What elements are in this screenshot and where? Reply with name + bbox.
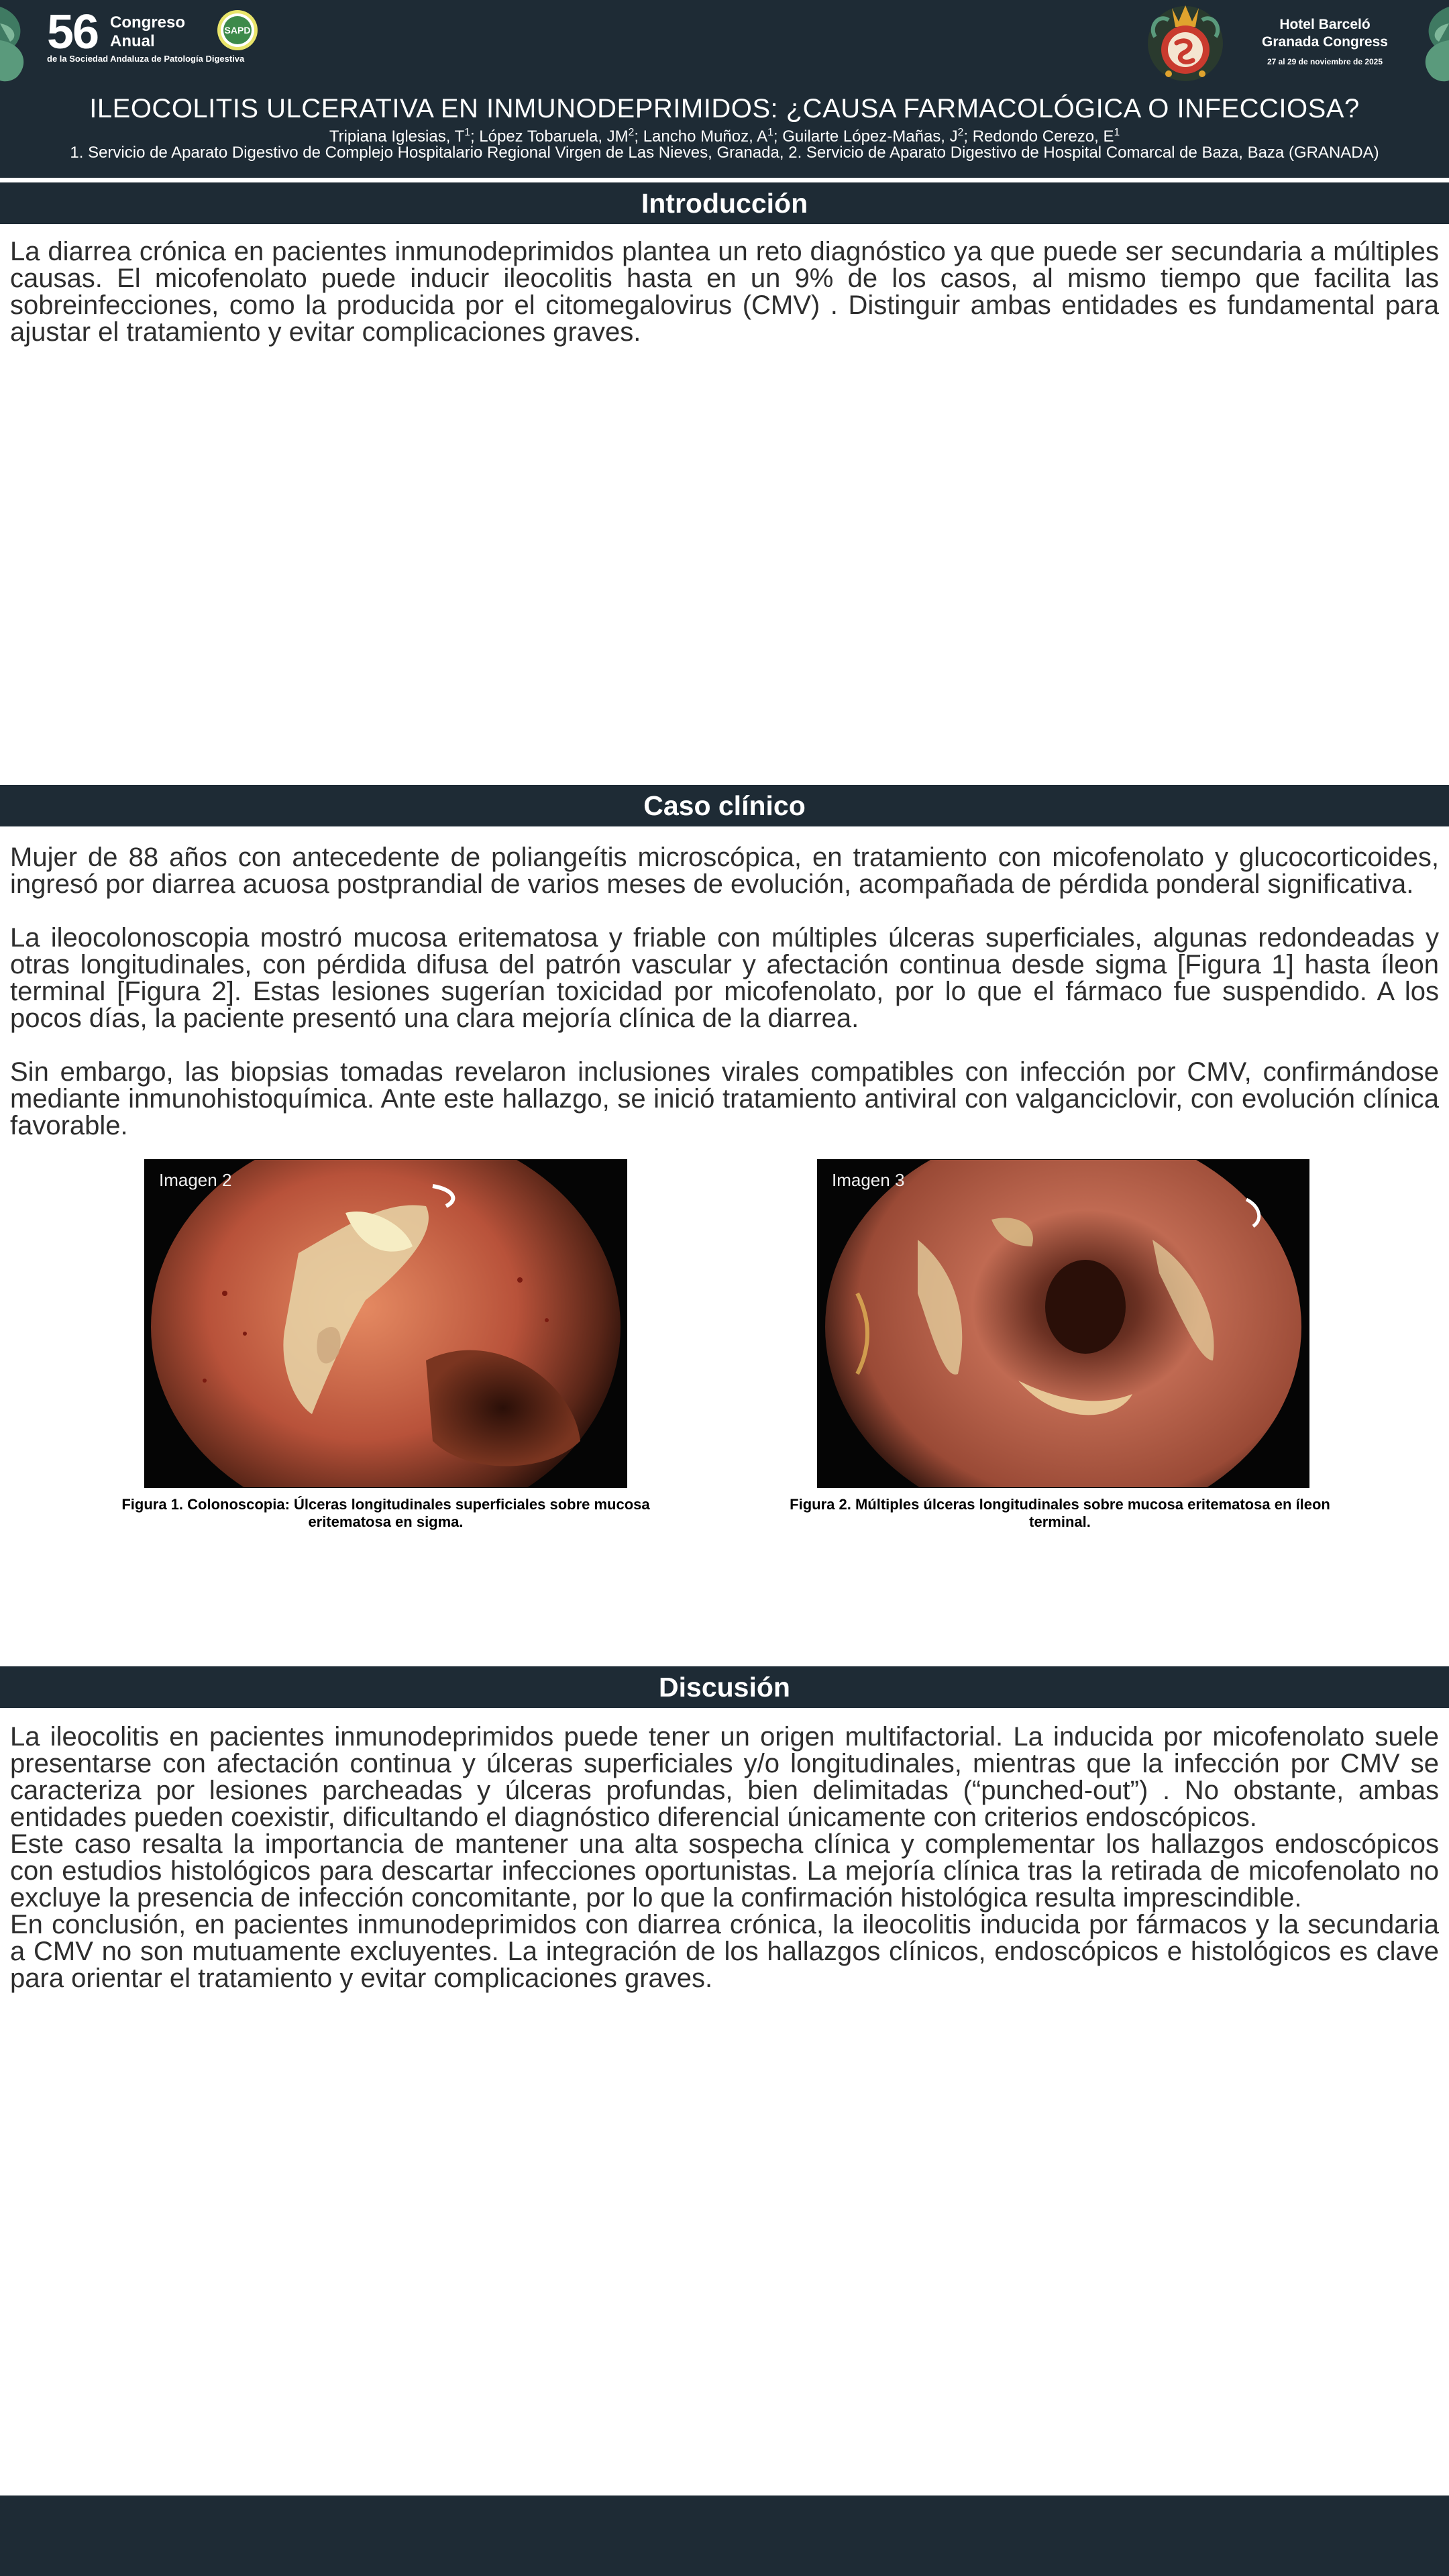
author-name: Guilarte López-Mañas, J [782,127,958,146]
section-heading-discusion: Discusión [0,1666,1449,1708]
author-affiliation: 2 [957,127,964,138]
poster-header [0,0,1449,178]
society-name: de la Sociedad Andaluza de Patología Digestiva [47,54,245,64]
section-heading-caso-clinico: Caso clínico [0,785,1449,826]
granada-emblem-icon [1142,0,1229,84]
paragraph: La diarrea crónica en pacientes inmunodeprimidos plantea un reto diagnóstico ya que puede ser secundaria a múltiples causas. El micofenolato puede inducir ileocolitis hasta en un 9% de los casos, al mismo tiempo que facilita las sobreinfecciones, como la producida por el citomegalovirus (CMV) . Distinguir ambas entidades es fundamental para ajustar el tratamiento y evitar complicaciones graves. [10,237,1439,347]
paragraph: Este caso resalta la importancia de mantener una alta sospecha clínica y complementar los hallazgos endoscópicos con estudios histológicos para descartar infecciones oportunistas. La mejoría clínica tras la retirada de micofenolato no excluye la presencia de infección concomitante, por lo que la confirmación histológica resulta imprescindible. [10,1829,1439,1913]
paragraph: Mujer de 88 años con antecedente de poliangeítis microscópica, en tratamiento con micofenolato y glucocorticoides, ingresó por diarrea acuosa postprandial de varios meses de evolución, acompañada de pérdida ponderal significativa. [10,843,1439,899]
sapd-logo-icon [217,9,258,51]
author-name: Redondo Cerezo, E [972,127,1114,146]
poster-footer [0,2496,1449,2576]
author-name: Lancho Muñoz, A [643,127,768,146]
leaf-decoration-icon [0,0,40,87]
introduccion-body [10,238,1439,345]
discusion-body [10,1723,1439,1992]
venue-line1: Hotel Barceló [1279,17,1371,32]
author-affiliation: 2 [628,127,635,138]
image-label: Imagen 3 [832,1170,905,1190]
caso-clinico-body [10,844,1439,1166]
authors-line: Tripiana Iglesias, $T^1$; López Tobaruela, $JM^2$; Lancho Muñoz, $A^1$; Guilarte López-Mañas, $J^2$; Redondo Cerezo, $E^1$ [329,127,1120,146]
author-name: López Tobaruela, JM [479,127,629,146]
endoscopy-image-1 [144,1159,627,1488]
venue-line2: Granada Congress [1262,34,1388,50]
venue-block [1244,16,1405,66]
section-heading-introduccion: Introducción [0,182,1449,224]
figure-caption: Figura 1. Colonoscopia: Úlceras longitudinales superficiales sobre mucosa eritematosa en sigma. [121,1496,650,1531]
congress-word: Congreso Anual [110,13,186,50]
paragraph: La ileocolitis en pacientes inmunodeprimidos puede tener un origen multifactorial. La inducida por micofenolato suele presentarse con afectación continua y úlceras superficiales y/o longitudinales, mientras que la infección por CMV se caracteriza por lesiones parcheadas y úlceras profundas, bien delimitadas (“punched-out”) . No obstante, ambas entidades pueden coexistir, dificultando el diagnóstico diferencial únicamente con criterios endoscópicos. [10,1722,1439,1832]
endoscopy-image-2 [817,1159,1309,1488]
image-label: Imagen 2 [159,1170,232,1190]
author-affiliation: 1 [1114,127,1120,138]
paragraph: La ileocolonoscopia mostró mucosa eritematosa y friable con múltiples úlceras superficiales, algunas redondeadas y otras longitudinales, con pérdida difusa del patrón vascular y afectación continua desde sigma [Figura 1] hasta íleon terminal [Figura 2]. Estas lesiones sugerían toxicidad por micofenolato, por lo que el fármaco fue suspendido. A los pocos días, la paciente presentó una clara mejoría clínica de la diarrea. [10,923,1439,1033]
venue-dates: 27 al 29 de noviembre de 2025 [1267,56,1383,66]
figure-caption: Figura 2. Múltiples úlceras longitudinales sobre mucosa eritematosa en íleon terminal. [790,1496,1330,1531]
congress-number: 56 [47,5,99,59]
author-affiliation: 1 [464,127,470,138]
author-affiliation: 1 [767,127,773,138]
sapd-logo-text: SAPD [224,25,251,36]
leaf-decoration-icon [1409,0,1449,87]
paragraph: Sin embargo, las biopsias tomadas revelaron inclusiones virales compatibles con infección por CMV, confirmándose mediante inmunohistoquímica. Ante este hallazgo, se inició tratamiento antiviral con valganciclovir, con evolución clínica favorable. [10,1057,1439,1140]
affiliations: 1. Servicio de Aparato Digestivo de Complejo Hospitalario Regional Virgen de Las Nieves, Granada, 2. Servicio de Aparato Digestivo de Hospital Comarcal de Baza, Baza (GRANADA) [70,144,1379,162]
author-name: Tripiana Iglesias, T [329,127,465,146]
poster-title: ILEOCOLITIS ULCERATIVA EN INMUNODEPRIMIDOS: ¿CAUSA FARMACOLÓGICA O INFECCIOSA? [89,94,1360,123]
paragraph: En conclusión, en pacientes inmunodeprimidos con diarrea crónica, la ileocolitis inducida por fármacos y la secundaria a CMV no son mutuamente excluyentes. La integración de los hallazgos clínicos, endoscópicos e histológicos es clave para orientar el tratamiento y evitar complicaciones graves. [10,1910,1439,1993]
